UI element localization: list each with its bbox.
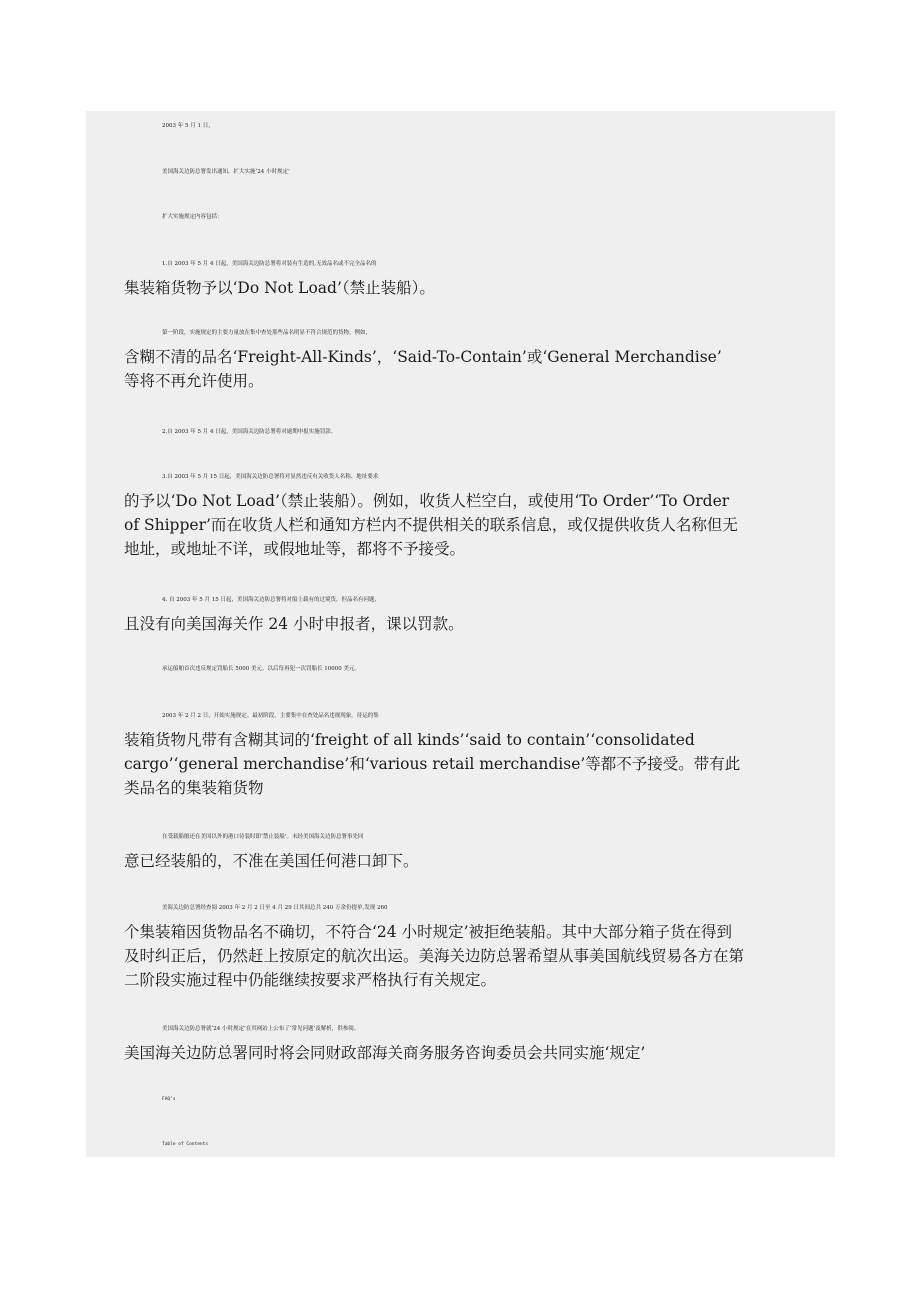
paragraph-line: 扩大实施规定内容包括： xyxy=(162,214,223,220)
paragraph-line: 集装箱货物予以‘Do Not Load’（禁止装船）。 xyxy=(124,279,435,297)
paragraph-line: 美国海关边防总署同时将会同财政部海关商务服务咨询委员会共同实施‘规定’ xyxy=(124,1044,646,1062)
paragraph-item-3 xyxy=(86,465,835,561)
paragraph-line: 3.自 2003 年 5 月 15 日起，美国海关边防总署将对显然违反有关收货人名称、地址要求 xyxy=(162,474,379,480)
paragraph-line: 意已经装船的，不准在美国任何港口卸下。 xyxy=(124,852,419,870)
paragraph-item-2 xyxy=(86,420,835,444)
paragraph-line: 地址，或地址不详，或假地址等，都将不予接受。 xyxy=(124,540,466,558)
paragraph-line: 含糊不清的品名‘Freight-All-Kinds’，‘Said-To-Contain’或‘General Merchandise’ xyxy=(124,348,722,366)
paragraph-line: Table of Contents xyxy=(162,1142,209,1147)
paragraph-review xyxy=(86,896,835,992)
paragraph-penalty xyxy=(86,657,835,681)
paragraph-line: FAQ’s xyxy=(162,1097,176,1102)
paragraph-line: 类品名的集装箱货物 xyxy=(124,779,264,797)
paragraph-line: 在受载船舶还在美国以外的港口待装时即‘禁止装船’。未经美国海关边防总署事先同 xyxy=(162,834,364,840)
paragraph-line: 美国海关边防总署发出通知，扩大实施‘24 小时规定’ xyxy=(162,169,290,175)
paragraph-line: 2.自 2003 年 5 月 4 日起，美国海关边防总署将对逾期申报实施罚款。 xyxy=(162,429,337,435)
paragraph-line: of Shipper’而在收货人栏和通知方栏内不提供相关的联系信息，或仅提供收货人名称但无 xyxy=(124,516,738,534)
document-body xyxy=(86,111,835,1157)
paragraph-scope-heading xyxy=(86,205,835,229)
paragraph-line: 的予以‘Do Not Load’（禁止装船）。例如，收货人栏空白，或使用‘To Order’‘To Order xyxy=(124,492,730,510)
paragraph-line: cargo’‘general merchandise’和‘various retail merchandise’等都不予接受。带有此 xyxy=(124,755,741,773)
paragraph-line: 2003 年 5 月 1 日， xyxy=(162,123,214,129)
paragraph-line: 等将不再允许使用。 xyxy=(124,372,264,390)
paragraph-line: 4. 自 2003 年 5 月 15 日起，美国海关边防总署将对船上载有的过境货，但品名有问题， xyxy=(162,597,380,603)
paragraph-toc-heading xyxy=(86,1133,835,1157)
paragraph-line: 二阶段实施过程中仍能继续按要求严格执行有关规定。 xyxy=(124,971,497,989)
paragraph-date xyxy=(86,114,835,138)
paragraph-line: 且没有向美国海关作 24 小时申报者，课以罚款。 xyxy=(124,615,464,633)
paragraph-line: 个集装箱因货物品名不确切，不符合‘24 小时规定’被拒绝装船。其中大部分箱子货在得到 xyxy=(124,923,733,941)
paragraph-line: 及时纠正后，仍然赶上按原定的航次出运。美海关边防总署希望从事美国航线贸易各方在第 xyxy=(124,947,745,965)
paragraph-line: 美国海关边防总署就‘24 小时规定’在其网站上公布了‘常见问题’及解析，供参阅。 xyxy=(162,1026,360,1032)
paragraph-line: 美海关边防总署经查阅 2003 年 2 月 2 日至 4 月 29 日其间总共 240 万余份提单,发现 260 xyxy=(162,905,388,911)
paragraph-line: 第一阶段，实施规定的主要力量放在集中查处那些品名明显不符合规范的货物。例如， xyxy=(162,330,372,336)
paragraph-faq-heading xyxy=(86,1088,835,1112)
paragraph-implementation xyxy=(86,704,835,800)
paragraph-phase-1 xyxy=(86,321,835,393)
paragraph-line: 装箱货物凡带有含糊其词的‘freight of all kinds’‘said to contain’‘consolidated xyxy=(124,731,695,749)
paragraph-notice xyxy=(86,160,835,184)
paragraph-item-4 xyxy=(86,588,835,636)
paragraph-item-1 xyxy=(86,252,835,300)
paragraph-faq-notice xyxy=(86,1017,835,1065)
paragraph-line: 承运船舶首次违反规定罚船长 5000 美元。以后每再犯一次罚船长 10000 美元。 xyxy=(162,666,360,672)
paragraph-do-not-load xyxy=(86,825,835,873)
paragraph-line: 1.自 2003 年 5 月 4 日起，美国海关边防总署将对装有生造的,无效品名或不完全品名的 xyxy=(162,261,377,267)
paragraph-line: 2003 年 2 月 2 日，开始实施规定。最初阶段，主要集中在查处品名违规现象。待运的集 xyxy=(162,713,379,719)
